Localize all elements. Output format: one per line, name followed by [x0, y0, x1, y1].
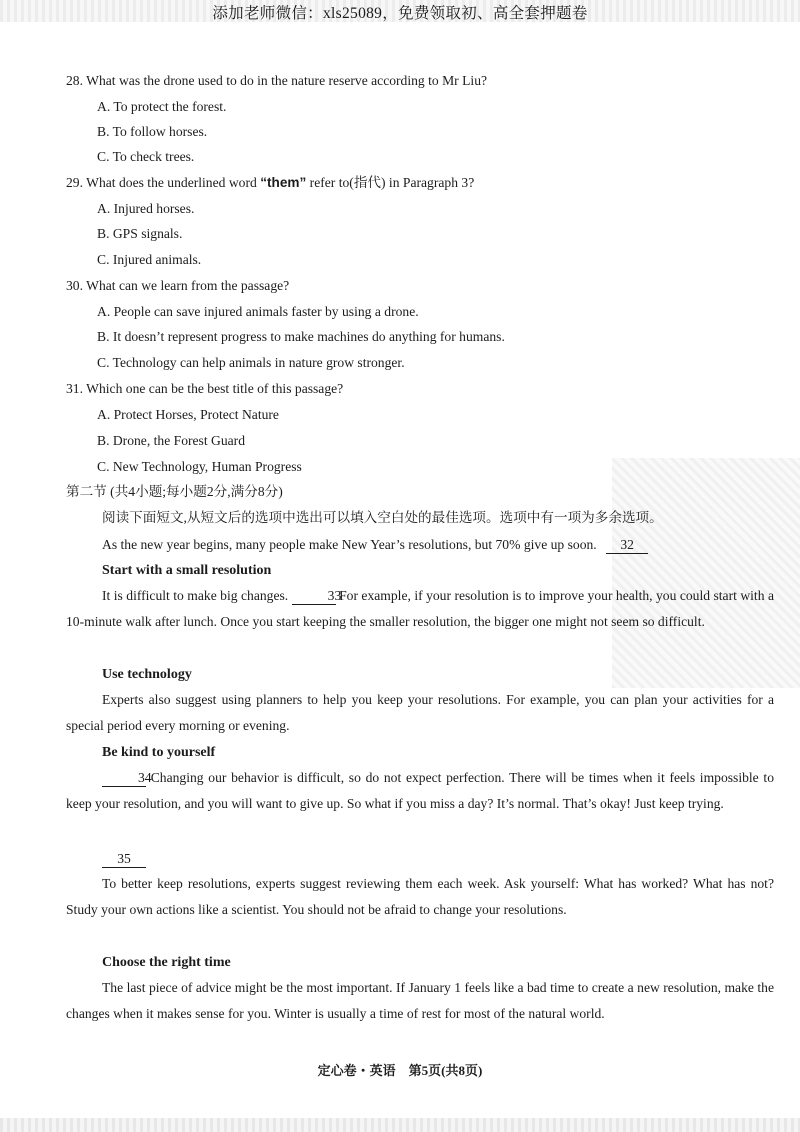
paragraph-right-time: The last piece of advice might be the most important. If January 1 feels like a bad time to create a new resolution, make the changes when it makes sense for you. Winter is usually a time of rest for most of the natural world.: [66, 980, 774, 1022]
heading-small-resolution: Start with a small resolution: [102, 563, 272, 578]
question-29-option-c: C. Injured animals.: [97, 252, 202, 267]
scan-shading: [612, 458, 800, 688]
question-28-stem: 28. What was the drone used to do in the nature reserve according to Mr Liu?: [66, 73, 488, 88]
paragraph-3-text: Changing our behavior is difficult, so do not expect perfection. There will be times when it feels impossible to keep your resolution, and you will want to give up. So what if you miss a day? It’s normal. That’s okay! Just keep trying.: [66, 770, 774, 812]
bottom-banner: [0, 1118, 800, 1132]
question-30-option-c: C. Technology can help animals in nature grow stronger.: [97, 355, 405, 370]
heading-use-technology: Use technology: [102, 667, 192, 682]
paragraph-be-kind: [66, 765, 774, 818]
section-instruction: 阅读下面短文,从短文后的选项中选出可以填入空白处的最佳选项。选项中有一项为多余选项。: [102, 510, 663, 525]
paragraph-small-resolution: [66, 583, 774, 636]
blank-35-line: [102, 850, 146, 868]
passage-intro-text: As the new year begins, many people make New Year’s resolutions, but 70% give up soon.: [102, 537, 597, 552]
question-31-option-b: B. Drone, the Forest Guard: [97, 433, 245, 448]
question-28-option-c: C. To check trees.: [97, 149, 195, 164]
paragraph-1-start: It is difficult to make big changes.: [102, 588, 289, 603]
question-29-option-a: A. Injured horses.: [97, 201, 195, 216]
question-29-keyword: “them”: [260, 175, 307, 190]
question-31-option-a: A. Protect Horses, Protect Nature: [97, 407, 279, 422]
heading-right-time: Choose the right time: [102, 955, 231, 970]
paragraph-use-technology: Experts also suggest using planners to help you keep your resolutions. For example, you can plan your activities for a special period every morning or evening.: [66, 692, 774, 734]
heading-be-kind: Be kind to yourself: [102, 745, 216, 760]
question-28-option-b: B. To follow horses.: [97, 124, 208, 139]
question-29-stem-suffix: refer to(指代) in Paragraph 3?: [309, 175, 475, 190]
section-title: 第二节 (共4小题;每小题2分,满分8分): [66, 484, 283, 499]
blank-35: 35: [102, 851, 146, 868]
paragraph-review: To better keep resolutions, experts suggest reviewing them each week. Ask yourself: What has worked? What has not? Study your own actions like a scientist. You should not be afraid to change your resolutions.: [66, 876, 774, 918]
question-29-stem-prefix: 29. What does the underlined word: [66, 175, 257, 190]
question-31-stem: 31. Which one can be the best title of this passage?: [66, 381, 344, 396]
blank-32: 32: [606, 537, 648, 554]
question-31-option-c: C. New Technology, Human Progress: [97, 459, 302, 474]
passage-intro: [102, 536, 648, 554]
paragraph-1-rest: For example, if your resolution is to improve your health, you could start with a 10-minute walk after lunch. Once you start keeping the smaller resolution, the bigger one might not seem so difficult.: [66, 588, 774, 630]
question-29-stem: [66, 174, 474, 192]
question-28-option-a: A. To protect the forest.: [97, 99, 227, 114]
question-30-stem: 30. What can we learn from the passage?: [66, 278, 290, 293]
question-29-option-b: B. GPS signals.: [97, 226, 183, 241]
page-footer: 定心卷・英语 第5页(共8页): [317, 1063, 483, 1078]
question-30-option-b: B. It doesn’t represent progress to make machines do anything for humans.: [97, 329, 505, 344]
watermark-text: 添加老师微信：xls25089，免费领取初、高全套押题卷: [212, 5, 588, 22]
blank-33: 33: [292, 588, 336, 605]
question-30-option-a: A. People can save injured animals faster by using a drone.: [97, 304, 419, 319]
blank-34: 34: [102, 770, 146, 787]
